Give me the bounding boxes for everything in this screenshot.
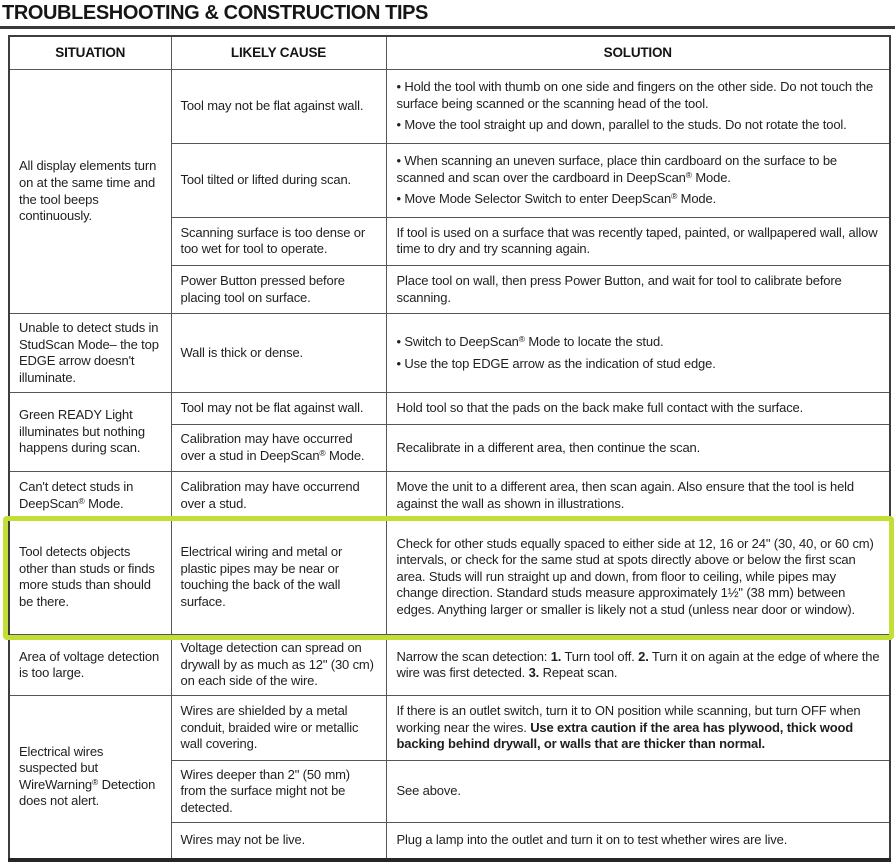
solution-cell (386, 471, 890, 519)
solution-cell (386, 143, 890, 217)
solution-bullet-item: • Move the tool straight up and down, parallel to the studs. Do not rotate the tool. (396, 117, 847, 133)
registered-trademark-mark: ® (685, 169, 692, 180)
bullet-icon: • (396, 355, 405, 371)
solution-cell (386, 823, 890, 860)
solution-bullet-item: • Move Mode Selector Switch to enter DeepScan® Mode. (396, 191, 717, 207)
registered-trademark-mark: ® (78, 495, 85, 506)
solution-cell (386, 266, 890, 314)
title-rule (0, 26, 895, 29)
table-row (9, 635, 890, 696)
header-solution: SOLUTION (386, 36, 890, 70)
cause-cell: Wall is thick or dense. (171, 314, 386, 393)
solution-cell (386, 70, 890, 144)
cause-cell: Wires may not be live. (171, 823, 386, 860)
bullet-icon: • (396, 79, 405, 94)
solution-text: Hold tool so that the pads on the back make full contact with the surface. (396, 400, 804, 416)
solution-cell (386, 217, 890, 265)
registered-trademark-mark: ® (518, 334, 525, 345)
table-row (9, 70, 890, 144)
solution-cell (386, 424, 890, 471)
bullet-icon: • (396, 117, 405, 133)
solution-cell (386, 520, 890, 635)
cause-cell: Scanning surface is too dense or too wet for tool to operate. (171, 217, 386, 265)
solution-cell (386, 635, 890, 696)
solution-text: Check for other studs equally spaced to either side at 12, 16 or 24" (30, 40, or 60 cm) intervals, or check for the same stud at spots directly above or below the first scan area. Studs will run straight up and down, from floor to ceiling, while pipes may change direction. Standard studs measure approximately 1½" (38 mm) between edges. Anything larger or smaller is likely not a stud (unless near door or window). (396, 535, 874, 618)
cause-cell: Wires deeper than 2" (50 mm) from the surface might not be detected. (171, 761, 386, 823)
cause-cell: Electrical wiring and metal or plastic pipes may be near or touching the back of the wall surface. (171, 520, 386, 635)
cause-cell: Tool may not be flat against wall. (171, 393, 386, 425)
table-row (9, 393, 890, 425)
solution-cell (386, 761, 890, 823)
troubleshooting-table-wrap (0, 35, 895, 862)
solution-text: If tool is used on a surface that was recently taped, painted, or wallpapered wall, allow time to dry and try scanning again. (396, 224, 878, 257)
cause-cell: Tool may not be flat against wall. (171, 70, 386, 144)
solution-text: Move the unit to a different area, then scan again. Also ensure that the tool is held against the wall as shown in illustrations. (396, 478, 854, 511)
solution-text: Plug a lamp into the outlet and turn it on to test whether wires are live. (396, 831, 788, 847)
cause-cell: Power Button pressed before placing tool on surface. (171, 266, 386, 314)
solution-bullet-item: • Switch to DeepScan® Mode to locate the stud. (396, 334, 664, 350)
solution-text: Narrow the scan detection: 1. Turn tool off. 2. Turn it on again at the edge of where the wire was first detected. 3. Repeat scan. (396, 648, 880, 681)
solution-cell (386, 696, 890, 761)
registered-trademark-mark: ® (92, 776, 99, 787)
solution-text: Recalibrate in a different area, then continue the scan. (396, 439, 701, 455)
bullet-icon: • (396, 191, 405, 207)
situation-cell: Tool detects objects other than studs or finds more studs than should be there. (9, 520, 171, 635)
solution-cell (386, 393, 890, 425)
header-situation: SITUATION (9, 36, 171, 70)
solution-text: If there is an outlet switch, turn it to ON position while scanning, but turn OFF when working near the wires. Use extra caution if the area has plywood, thick wood backing behind drywall, or walls that are thicker than normal. (396, 703, 861, 752)
registered-trademark-mark: ® (671, 191, 678, 202)
cause-cell: Voltage detection can spread on drywall by as much as 12" (30 cm) on each side of the wire. (171, 635, 386, 696)
solution-bullet-item: • When scanning an uneven surface, place thin cardboard on the surface to be scanned and scan over the cardboard in DeepScan® Mode. (396, 152, 838, 185)
solution-bullet-item: • Use the top EDGE arrow as the indication of stud edge. (396, 355, 716, 371)
table-row (9, 520, 890, 635)
table-row (9, 471, 890, 519)
situation-cell: Area of voltage detection is too large. (9, 635, 171, 696)
header-likely-cause: LIKELY CAUSE (171, 36, 386, 70)
situation-cell: All display elements turn on at the same time and the tool beeps continuously. (9, 70, 171, 314)
solution-bullet-item: • Hold the tool with thumb on one side and fingers on the other side. Do not touch the surface being scanned or the scanning head of the tool. (396, 79, 874, 111)
situation-cell: Green READY Light illuminates but nothing happens during scan. (9, 393, 171, 472)
registered-trademark-mark: ® (319, 447, 326, 458)
page-title: TROUBLESHOOTING & CONSTRUCTION TIPS (2, 2, 429, 24)
table-row (9, 314, 890, 393)
solution-cell (386, 314, 890, 393)
bullet-icon: • (396, 152, 405, 168)
situation-cell: Can't detect studs in DeepScan® Mode. (9, 471, 171, 519)
manual-page (0, 2, 895, 847)
cause-cell: Wires are shielded by a metal conduit, braided wire or metallic wall covering. (171, 696, 386, 761)
solution-text: See above. (396, 783, 461, 799)
solution-text: Place tool on wall, then press Power Button, and wait for tool to calibrate before scanning. (396, 273, 842, 305)
situation-cell: Unable to detect studs in StudScan Mode– the top EDGE arrow doesn't illuminate. (9, 314, 171, 393)
situation-cell: Electrical wires suspected but WireWarning® Detection does not alert. (9, 696, 171, 860)
bullet-icon: • (396, 334, 405, 350)
cause-cell: Calibration may have occurrend over a stud. (171, 471, 386, 519)
cause-cell: Tool tilted or lifted during scan. (171, 143, 386, 217)
cause-cell: Calibration may have occurred over a stud in DeepScan® Mode. (171, 424, 386, 471)
troubleshooting-table (8, 35, 891, 862)
table-row (9, 696, 890, 761)
header-row (9, 36, 890, 70)
